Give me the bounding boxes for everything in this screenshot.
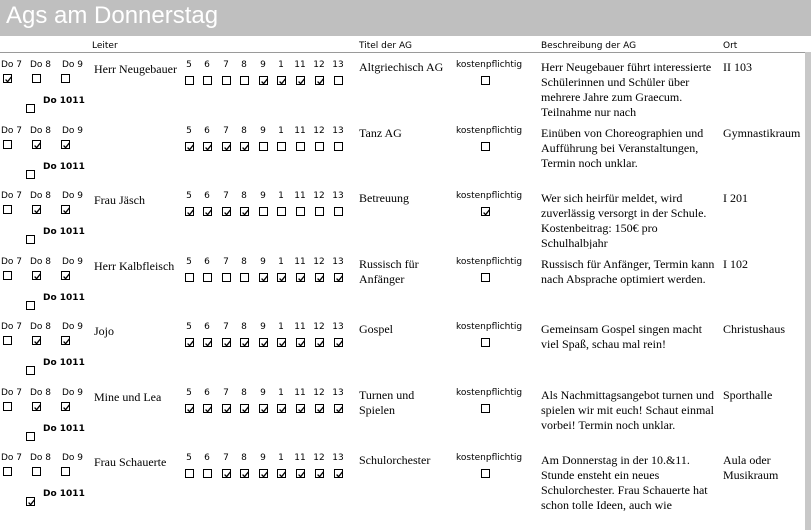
grade-checkbox[interactable] xyxy=(259,469,268,478)
grade-label: 7 xyxy=(223,60,229,70)
grade-checkbox[interactable] xyxy=(296,142,305,151)
grade-checkbox[interactable] xyxy=(259,207,268,216)
grade-checkbox[interactable] xyxy=(222,76,231,85)
day-label-do7: Do 7 xyxy=(1,453,23,463)
grade-label: 6 xyxy=(204,387,210,398)
grade-checkbox[interactable] xyxy=(296,76,305,85)
grade-label: 9 xyxy=(260,453,266,463)
grade-label: 8 xyxy=(241,125,247,136)
kostenpflichtig-label: kostenpflichtig xyxy=(456,453,523,463)
ag-row xyxy=(0,191,805,256)
ag-title: Tanz AG xyxy=(359,125,402,140)
ag-location: II 103 xyxy=(723,60,752,74)
day-label-do7: Do 7 xyxy=(1,191,23,201)
grade-checkbox[interactable] xyxy=(203,338,212,347)
grade-checkbox[interactable] xyxy=(277,76,286,85)
grade-checkbox[interactable] xyxy=(222,207,231,216)
day-label-do9: Do 9 xyxy=(62,125,84,136)
grade-checkbox[interactable] xyxy=(203,404,212,413)
grade-label: 5 xyxy=(186,387,192,398)
grade-checkbox[interactable] xyxy=(240,338,249,347)
day-checkbox-do8[interactable] xyxy=(32,140,41,149)
grade-checkbox[interactable] xyxy=(315,207,324,216)
ag-description: Herr Neugebauer führt interessierte Schülerinnen und Schüler über mehrere Jahre zum Graecum. Teilnahme nur nach xyxy=(541,60,712,118)
grade-label: 1 xyxy=(278,453,284,463)
grade-checkbox[interactable] xyxy=(240,404,249,413)
ag-title: Turnen und Spielen xyxy=(359,387,415,417)
grade-label: 9 xyxy=(260,125,266,136)
grade-checkbox[interactable] xyxy=(240,76,249,85)
grade-checkbox[interactable] xyxy=(296,404,305,413)
day-checkbox-do1011[interactable] xyxy=(26,170,35,179)
leiter: Mine und Lea xyxy=(94,389,162,404)
ag-description: Russisch für Anfänger, Termin kann nach Absprache optimiert werden. xyxy=(541,256,715,286)
grade-label: 8 xyxy=(241,256,247,267)
day-label-do7: Do 7 xyxy=(1,256,23,267)
grade-checkbox[interactable] xyxy=(222,469,231,478)
grade-label: 13 xyxy=(332,125,344,136)
day-checkbox-do8[interactable] xyxy=(32,74,41,83)
grade-label: 13 xyxy=(332,60,344,70)
grade-checkbox[interactable] xyxy=(277,338,286,347)
kostenpflichtig-checkbox[interactable] xyxy=(481,207,490,216)
grade-label: 1 xyxy=(278,256,284,267)
grade-label: 11 xyxy=(294,125,306,136)
day-label-do8: Do 8 xyxy=(30,256,52,267)
grade-checkbox[interactable] xyxy=(185,404,194,413)
day-checkbox-do1011[interactable] xyxy=(26,366,35,375)
day-checkbox-do1011[interactable] xyxy=(26,235,35,244)
grade-checkbox[interactable] xyxy=(296,469,305,478)
ag-title: Betreuung xyxy=(359,191,409,205)
leiter: Frau Jäsch xyxy=(94,193,145,207)
grade-checkbox[interactable] xyxy=(277,469,286,478)
grade-checkbox[interactable] xyxy=(259,404,268,413)
day-checkbox-do7[interactable] xyxy=(3,467,12,476)
grade-label: 13 xyxy=(332,322,344,332)
grade-label: 9 xyxy=(260,322,266,332)
grade-label: 1 xyxy=(278,125,284,136)
ag-row xyxy=(0,388,805,453)
day-label-do9: Do 9 xyxy=(62,322,84,332)
ag-row xyxy=(0,257,805,322)
grade-label: 7 xyxy=(223,387,229,398)
kostenpflichtig-checkbox[interactable] xyxy=(481,273,490,282)
day-checkbox-do7[interactable] xyxy=(3,336,12,345)
ag-description: Gemeinsam Gospel singen macht viel Spaß, schau mal rein! xyxy=(541,322,702,351)
day-label-do8: Do 8 xyxy=(30,387,52,398)
ag-row xyxy=(0,453,805,518)
day-label-do8: Do 8 xyxy=(30,60,52,70)
day-checkbox-do9[interactable] xyxy=(61,205,70,214)
grade-label: 11 xyxy=(294,322,306,332)
kostenpflichtig-checkbox[interactable] xyxy=(481,142,490,151)
day-checkbox-do9[interactable] xyxy=(61,74,70,83)
grade-label: 5 xyxy=(186,125,192,136)
grade-checkbox[interactable] xyxy=(185,273,194,282)
day-label-do1011: Do 1011 xyxy=(43,96,85,106)
grade-label: 13 xyxy=(332,453,344,463)
grade-checkbox[interactable] xyxy=(185,142,194,151)
grade-label: 11 xyxy=(294,453,306,463)
grade-label: 7 xyxy=(223,125,229,136)
grade-checkbox[interactable] xyxy=(334,142,343,151)
grade-label: 6 xyxy=(204,453,210,463)
day-checkbox-do9[interactable] xyxy=(61,271,70,280)
grade-label: 12 xyxy=(313,322,325,332)
day-label-do8: Do 8 xyxy=(30,191,52,201)
grade-label: 5 xyxy=(186,191,192,201)
grade-checkbox[interactable] xyxy=(185,469,194,478)
ag-location: Gymnastikraum xyxy=(723,125,801,140)
grade-checkbox[interactable] xyxy=(240,207,249,216)
day-checkbox-do9[interactable] xyxy=(61,336,70,345)
ag-description: Wer sich heirfür meldet, wird zuverlässig versorgt in der Schule. Kostenbeitrag: 150€ pro Schulhalbjahr xyxy=(541,191,707,249)
grade-label: 1 xyxy=(278,191,284,201)
grade-checkbox[interactable] xyxy=(240,142,249,151)
grade-label: 12 xyxy=(313,256,325,267)
grade-label: 5 xyxy=(186,453,192,463)
grade-label: 13 xyxy=(332,191,344,201)
grade-checkbox[interactable] xyxy=(259,76,268,85)
ag-description: Einüben von Choreographien und Aufführung bei Veranstaltungen, Termin noch unklar. xyxy=(541,125,704,170)
grade-label: 11 xyxy=(294,60,306,70)
day-checkbox-do9[interactable] xyxy=(61,140,70,149)
grade-label: 9 xyxy=(260,60,266,70)
header-ort: Ort xyxy=(723,41,738,51)
page-title: Ags am Donnerstag xyxy=(6,2,219,29)
grade-label: 8 xyxy=(241,322,247,332)
grade-label: 8 xyxy=(241,60,247,70)
day-checkbox-do7[interactable] xyxy=(3,74,12,83)
leiter: Jojo xyxy=(94,324,115,338)
grade-checkbox[interactable] xyxy=(203,207,212,216)
grade-checkbox[interactable] xyxy=(240,469,249,478)
header-beschreibung: Beschreibung der AG xyxy=(541,41,637,51)
grade-label: 9 xyxy=(260,387,266,398)
grade-label: 12 xyxy=(313,387,325,398)
grade-label: 13 xyxy=(332,256,344,267)
grade-label: 12 xyxy=(313,125,325,136)
ag-row xyxy=(0,60,805,125)
grade-checkbox[interactable] xyxy=(296,207,305,216)
day-checkbox-do1011[interactable] xyxy=(26,301,35,310)
grade-checkbox[interactable] xyxy=(277,404,286,413)
grade-checkbox[interactable] xyxy=(315,142,324,151)
grade-checkbox[interactable] xyxy=(334,404,343,413)
grade-label: 9 xyxy=(260,191,266,201)
grade-label: 5 xyxy=(186,322,192,332)
grade-checkbox[interactable] xyxy=(277,142,286,151)
ag-row xyxy=(0,322,805,387)
header-titel: Titel der AG xyxy=(359,41,412,51)
day-checkbox-do8[interactable] xyxy=(32,271,41,280)
day-label-do9: Do 9 xyxy=(62,387,84,398)
grade-label: 13 xyxy=(332,387,344,398)
kostenpflichtig-checkbox[interactable] xyxy=(481,338,490,347)
grade-checkbox[interactable] xyxy=(296,338,305,347)
day-label-do9: Do 9 xyxy=(62,256,84,267)
leiter: Herr Kalbfleisch xyxy=(94,258,175,273)
grade-checkbox[interactable] xyxy=(185,207,194,216)
day-checkbox-do7[interactable] xyxy=(3,140,12,149)
grade-label: 7 xyxy=(223,322,229,332)
grade-label: 7 xyxy=(223,453,229,463)
day-label-do7: Do 7 xyxy=(1,125,23,136)
grade-checkbox[interactable] xyxy=(334,338,343,347)
leiter: Frau Schauerte xyxy=(94,455,167,469)
ag-location: Sporthalle xyxy=(723,387,773,402)
ag-location: I 201 xyxy=(723,191,748,205)
grade-checkbox[interactable] xyxy=(203,469,212,478)
kostenpflichtig-label: kostenpflichtig xyxy=(456,256,523,267)
grade-label: 6 xyxy=(204,125,210,136)
day-checkbox-do1011[interactable] xyxy=(26,497,35,506)
ag-description: Am Donnerstag in der 10.&11. Stunde ensteht ein neues Schulorchester. Frau Schauerte hat schon tolle Ideen, auch wie xyxy=(541,453,708,511)
ag-location: Christushaus xyxy=(723,322,786,336)
grade-checkbox[interactable] xyxy=(315,469,324,478)
day-label-do7: Do 7 xyxy=(1,322,23,332)
day-label-do1011: Do 1011 xyxy=(43,161,85,172)
kostenpflichtig-label: kostenpflichtig xyxy=(456,60,523,70)
day-label-do1011: Do 1011 xyxy=(43,292,85,303)
kostenpflichtig-checkbox[interactable] xyxy=(481,469,490,478)
kostenpflichtig-label: kostenpflichtig xyxy=(456,387,523,398)
grade-checkbox[interactable] xyxy=(259,273,268,282)
grade-label: 11 xyxy=(294,191,306,201)
day-checkbox-do9[interactable] xyxy=(61,467,70,476)
ag-title: Altgriechisch AG xyxy=(359,60,444,74)
grade-label: 8 xyxy=(241,191,247,201)
grade-checkbox[interactable] xyxy=(203,273,212,282)
ag-description: Als Nachmittagsangebot turnen und spielen wir mit euch! Schaut einmal vorbei! Termin noch unklar. xyxy=(541,387,714,432)
day-label-do8: Do 8 xyxy=(30,125,52,136)
grade-checkbox[interactable] xyxy=(277,273,286,282)
grade-label: 6 xyxy=(204,60,210,70)
day-checkbox-do7[interactable] xyxy=(3,402,12,411)
grade-checkbox[interactable] xyxy=(334,207,343,216)
grade-checkbox[interactable] xyxy=(315,338,324,347)
day-label-do1011: Do 1011 xyxy=(43,489,85,499)
grade-label: 12 xyxy=(313,60,325,70)
grade-checkbox[interactable] xyxy=(259,142,268,151)
day-checkbox-do8[interactable] xyxy=(32,467,41,476)
grade-checkbox[interactable] xyxy=(315,404,324,413)
kostenpflichtig-checkbox[interactable] xyxy=(481,404,490,413)
grade-label: 9 xyxy=(260,256,266,267)
ag-location: I 102 xyxy=(723,256,748,271)
grade-label: 12 xyxy=(313,191,325,201)
grade-label: 1 xyxy=(278,387,284,398)
day-label-do1011: Do 1011 xyxy=(43,227,85,237)
day-label-do9: Do 9 xyxy=(62,453,84,463)
header-leiter: Leiter xyxy=(92,41,118,51)
grade-label: 6 xyxy=(204,322,210,332)
grade-label: 1 xyxy=(278,322,284,332)
grade-label: 8 xyxy=(241,387,247,398)
day-checkbox-do8[interactable] xyxy=(32,336,41,345)
day-checkbox-do9[interactable] xyxy=(61,402,70,411)
grade-label: 12 xyxy=(313,453,325,463)
day-label-do1011: Do 1011 xyxy=(43,423,85,434)
day-checkbox-do7[interactable] xyxy=(3,271,12,280)
day-checkbox-do7[interactable] xyxy=(3,205,12,214)
grade-label: 1 xyxy=(278,60,284,70)
grade-checkbox[interactable] xyxy=(277,207,286,216)
day-label-do1011: Do 1011 xyxy=(43,358,85,368)
grade-checkbox[interactable] xyxy=(203,142,212,151)
grade-checkbox[interactable] xyxy=(315,273,324,282)
day-label-do9: Do 9 xyxy=(62,60,84,70)
grade-checkbox[interactable] xyxy=(185,338,194,347)
grade-checkbox[interactable] xyxy=(315,76,324,85)
grade-checkbox[interactable] xyxy=(334,469,343,478)
kostenpflichtig-checkbox[interactable] xyxy=(481,76,490,85)
ag-title: Gospel xyxy=(359,322,393,336)
grade-label: 7 xyxy=(223,256,229,267)
title-bar xyxy=(0,0,811,36)
grade-checkbox[interactable] xyxy=(222,273,231,282)
grade-label: 11 xyxy=(294,256,306,267)
grade-label: 6 xyxy=(204,256,210,267)
grade-label: 5 xyxy=(186,256,192,267)
day-label-do8: Do 8 xyxy=(30,453,52,463)
day-checkbox-do1011[interactable] xyxy=(26,432,35,441)
day-label-do7: Do 7 xyxy=(1,387,23,398)
day-checkbox-do8[interactable] xyxy=(32,205,41,214)
grade-checkbox[interactable] xyxy=(222,404,231,413)
ag-location: Aula oder Musikraum xyxy=(723,453,779,482)
leiter: Herr Neugebauer xyxy=(94,62,177,76)
day-label-do7: Do 7 xyxy=(1,60,23,70)
grade-checkbox[interactable] xyxy=(222,142,231,151)
day-checkbox-do1011[interactable] xyxy=(26,104,35,113)
grade-checkbox[interactable] xyxy=(203,76,212,85)
day-label-do8: Do 8 xyxy=(30,322,52,332)
ag-title: Schulorchester xyxy=(359,453,431,467)
grade-checkbox[interactable] xyxy=(334,76,343,85)
grade-checkbox[interactable] xyxy=(296,273,305,282)
grade-checkbox[interactable] xyxy=(222,338,231,347)
kostenpflichtig-label: kostenpflichtig xyxy=(456,191,523,201)
grade-label: 8 xyxy=(241,453,247,463)
day-label-do9: Do 9 xyxy=(62,191,84,201)
grade-checkbox[interactable] xyxy=(240,273,249,282)
grade-label: 11 xyxy=(294,387,306,398)
grade-label: 6 xyxy=(204,191,210,201)
kostenpflichtig-label: kostenpflichtig xyxy=(456,125,523,136)
ag-title: Russisch für Anfänger xyxy=(359,256,419,286)
grade-checkbox[interactable] xyxy=(334,273,343,282)
grade-checkbox[interactable] xyxy=(259,338,268,347)
ag-row xyxy=(0,126,805,191)
day-checkbox-do8[interactable] xyxy=(32,402,41,411)
kostenpflichtig-label: kostenpflichtig xyxy=(456,322,523,332)
grade-checkbox[interactable] xyxy=(185,76,194,85)
grade-label: 7 xyxy=(223,191,229,201)
grade-label: 5 xyxy=(186,60,192,70)
